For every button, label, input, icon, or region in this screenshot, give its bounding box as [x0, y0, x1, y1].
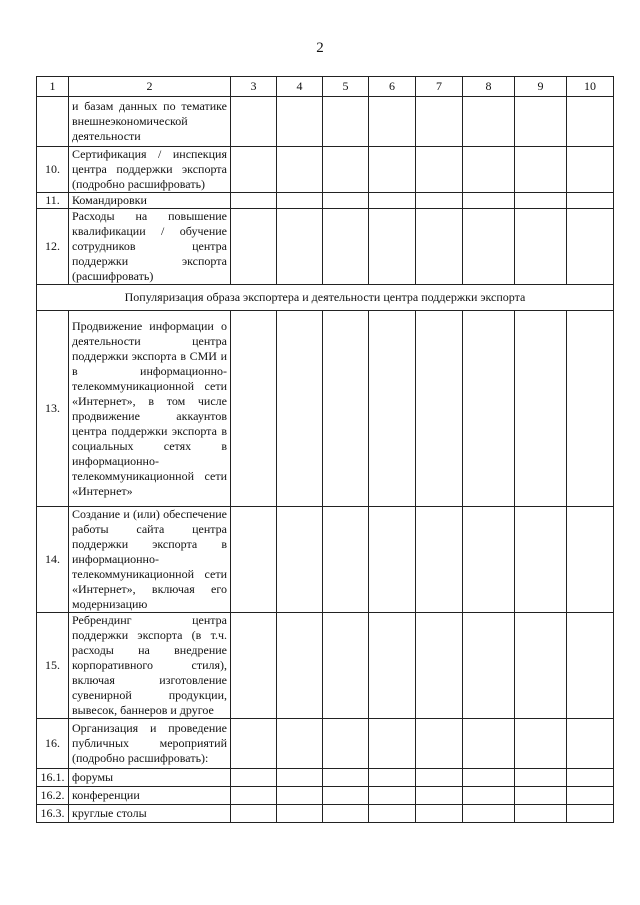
value-cell — [463, 769, 515, 787]
table-row — [37, 787, 614, 805]
value-cell — [515, 507, 567, 613]
row-description: Сертификация / инспекция центра поддержки экспорта (подробно расшифровать) — [69, 147, 231, 193]
value-cell — [463, 311, 515, 507]
value-cell — [231, 805, 277, 823]
col-header: 6 — [369, 77, 416, 97]
value-cell — [231, 769, 277, 787]
value-cell — [515, 193, 567, 209]
col-header: 4 — [277, 77, 323, 97]
value-cell — [277, 507, 323, 613]
value-cell — [416, 209, 463, 285]
value-cell — [369, 311, 416, 507]
table-row — [37, 147, 614, 193]
value-cell — [323, 769, 369, 787]
col-header: 10 — [567, 77, 614, 97]
col-header: 7 — [416, 77, 463, 97]
table-row — [37, 769, 614, 787]
row-number: 10. — [37, 147, 69, 193]
table-row — [37, 193, 614, 209]
value-cell — [567, 787, 614, 805]
value-cell — [416, 805, 463, 823]
value-cell — [277, 787, 323, 805]
table-row — [37, 719, 614, 769]
table-row — [37, 209, 614, 285]
value-cell — [277, 769, 323, 787]
row-description: Ребрендинг центра поддержки экспорта (в т.ч. расходы на внедрение корпоративного стиля), включая изготовление сувенирной продукции, вывесок, баннеров и другое — [69, 613, 231, 719]
value-cell — [416, 97, 463, 147]
row-description: форумы — [69, 769, 231, 787]
row-number: 15. — [37, 613, 69, 719]
value-cell — [463, 613, 515, 719]
value-cell — [515, 769, 567, 787]
value-cell — [323, 209, 369, 285]
row-number: 11. — [37, 193, 69, 209]
col-header: 1 — [37, 77, 69, 97]
value-cell — [369, 193, 416, 209]
row-number — [37, 97, 69, 147]
value-cell — [515, 209, 567, 285]
value-cell — [567, 147, 614, 193]
value-cell — [369, 787, 416, 805]
value-cell — [277, 311, 323, 507]
col-header: 5 — [323, 77, 369, 97]
row-number: 16.3. — [37, 805, 69, 823]
row-description: Продвижение информации о деятельности центра поддержки экспорта в СМИ и в информационно-телекоммуникационной сети «Интернет», в том числе продвижение аккаунтов центра поддержки экспорта в социальных сетях в информационно-телекоммуникационной сети «Интернет» — [69, 311, 231, 507]
value-cell — [416, 613, 463, 719]
row-number: 16. — [37, 719, 69, 769]
col-header: 9 — [515, 77, 567, 97]
value-cell — [369, 719, 416, 769]
value-cell — [463, 209, 515, 285]
col-header: 2 — [69, 77, 231, 97]
value-cell — [277, 209, 323, 285]
value-cell — [369, 805, 416, 823]
row-number: 12. — [37, 209, 69, 285]
row-description: Расходы на повышение квалификации / обучение сотрудников центра поддержки экспорта (расшифровать) — [69, 209, 231, 285]
value-cell — [323, 507, 369, 613]
value-cell — [323, 193, 369, 209]
value-cell — [231, 147, 277, 193]
header-row — [37, 77, 614, 97]
value-cell — [567, 719, 614, 769]
table-row — [37, 613, 614, 719]
row-description: Командировки — [69, 193, 231, 209]
value-cell — [277, 613, 323, 719]
row-description: Организация и проведение публичных мероприятий (подробно расшифровать): — [69, 719, 231, 769]
value-cell — [231, 719, 277, 769]
value-cell — [463, 97, 515, 147]
value-cell — [277, 805, 323, 823]
value-cell — [567, 193, 614, 209]
value-cell — [231, 97, 277, 147]
value-cell — [369, 613, 416, 719]
table-row — [37, 805, 614, 823]
value-cell — [231, 193, 277, 209]
value-cell — [515, 787, 567, 805]
table-row — [37, 97, 614, 147]
row-description: конференции — [69, 787, 231, 805]
value-cell — [515, 311, 567, 507]
table-row — [37, 311, 614, 507]
value-cell — [369, 147, 416, 193]
value-cell — [515, 805, 567, 823]
value-cell — [369, 97, 416, 147]
value-cell — [231, 209, 277, 285]
value-cell — [231, 613, 277, 719]
value-cell — [231, 507, 277, 613]
value-cell — [515, 613, 567, 719]
value-cell — [416, 719, 463, 769]
value-cell — [463, 719, 515, 769]
value-cell — [416, 507, 463, 613]
value-cell — [323, 805, 369, 823]
value-cell — [416, 147, 463, 193]
value-cell — [277, 97, 323, 147]
budget-table — [36, 76, 614, 823]
value-cell — [277, 719, 323, 769]
value-cell — [277, 193, 323, 209]
section-row — [37, 285, 614, 311]
row-number: 13. — [37, 311, 69, 507]
value-cell — [323, 719, 369, 769]
value-cell — [323, 787, 369, 805]
value-cell — [567, 507, 614, 613]
col-header: 8 — [463, 77, 515, 97]
value-cell — [231, 787, 277, 805]
row-description: Создание и (или) обеспечение работы сайта центра поддержки экспорта в информационно-телекоммуникационной сети «Интернет», включая его модернизацию — [69, 507, 231, 613]
value-cell — [567, 613, 614, 719]
row-number: 14. — [37, 507, 69, 613]
table-row — [37, 507, 614, 613]
row-description: круглые столы — [69, 805, 231, 823]
value-cell — [567, 209, 614, 285]
col-header: 3 — [231, 77, 277, 97]
value-cell — [463, 147, 515, 193]
value-cell — [277, 147, 323, 193]
value-cell — [231, 311, 277, 507]
value-cell — [463, 805, 515, 823]
value-cell — [567, 97, 614, 147]
value-cell — [567, 805, 614, 823]
value-cell — [323, 97, 369, 147]
value-cell — [463, 787, 515, 805]
value-cell — [323, 613, 369, 719]
value-cell — [416, 311, 463, 507]
value-cell — [323, 311, 369, 507]
value-cell — [369, 209, 416, 285]
value-cell — [416, 769, 463, 787]
value-cell — [369, 507, 416, 613]
value-cell — [515, 97, 567, 147]
value-cell — [416, 193, 463, 209]
row-number: 16.2. — [37, 787, 69, 805]
page-number: 2 — [316, 40, 324, 56]
value-cell — [515, 719, 567, 769]
value-cell — [463, 507, 515, 613]
section-title: Популяризация образа экспортера и деятельности центра поддержки экспорта — [37, 285, 614, 311]
value-cell — [416, 787, 463, 805]
value-cell — [463, 193, 515, 209]
value-cell — [567, 311, 614, 507]
value-cell — [515, 147, 567, 193]
value-cell — [323, 147, 369, 193]
row-description: и базам данных по тематике внешнеэкономической деятельности — [69, 97, 231, 147]
value-cell — [369, 769, 416, 787]
value-cell — [567, 769, 614, 787]
row-number: 16.1. — [37, 769, 69, 787]
